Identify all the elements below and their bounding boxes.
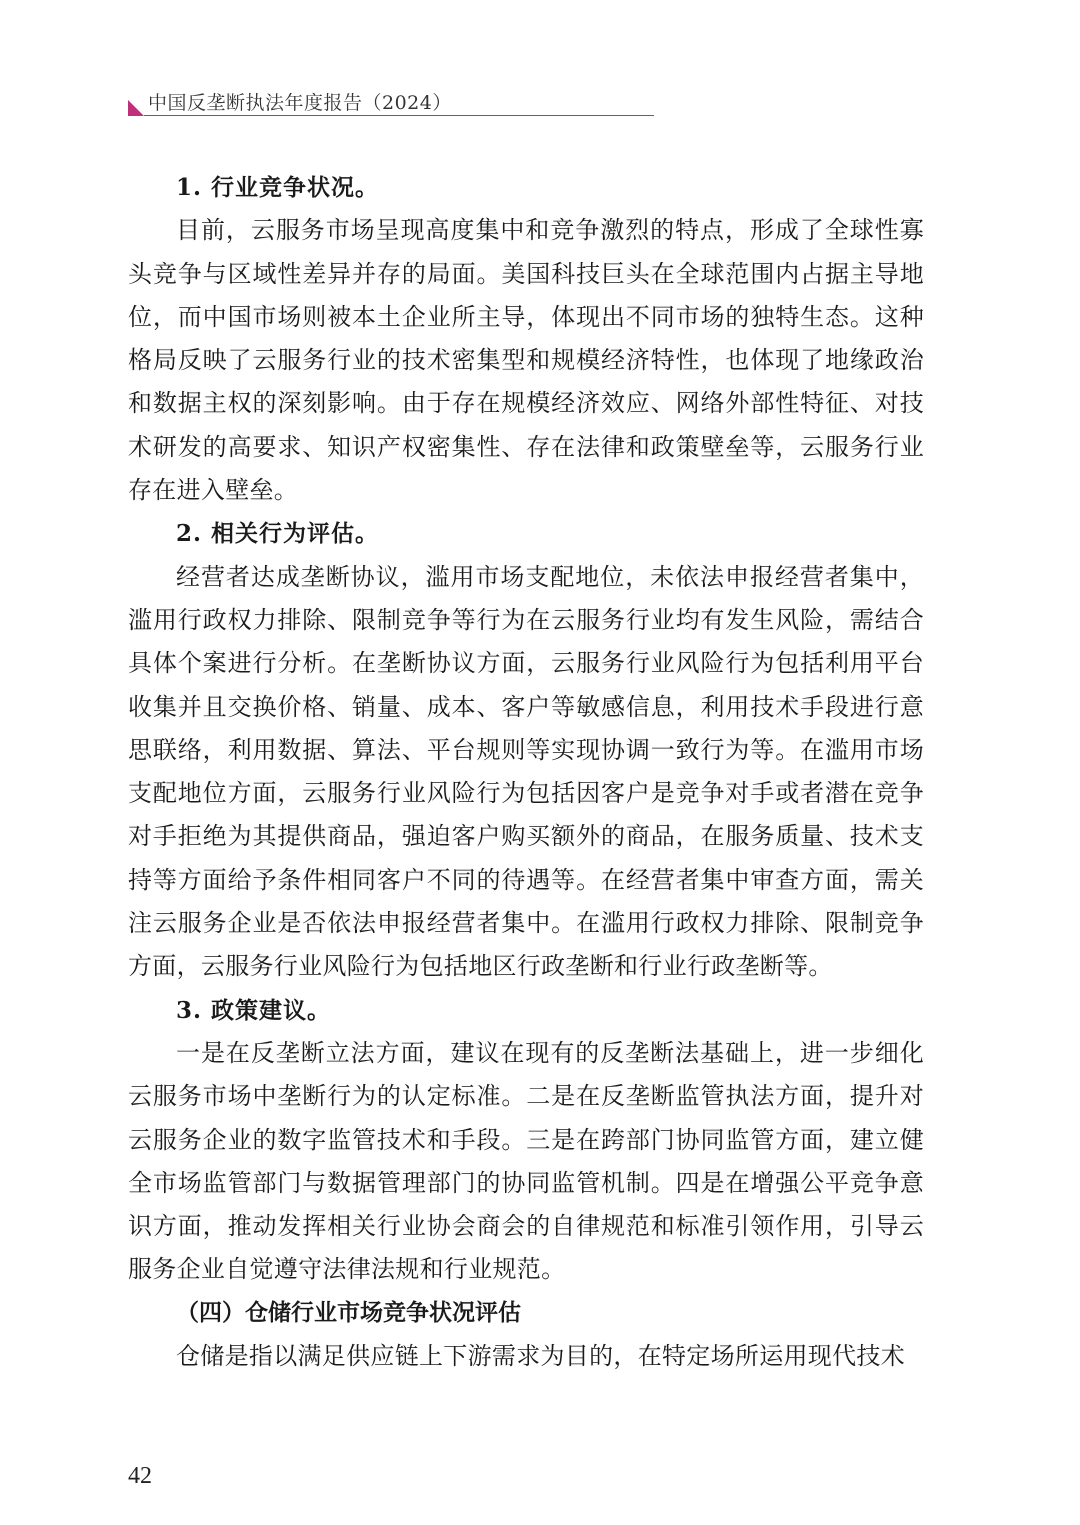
page-number: 42 (128, 1463, 152, 1489)
header-corner-mark (128, 100, 144, 116)
page-body (128, 166, 924, 1378)
paragraph-policy-recommendations: 一是在反垄断立法方面，建议在现有的反垄断法基础上，进一步细化云服务市场中垄断行为的认定标准。二是在反垄断监管执法方面，提升对云服务企业的数字监管技术和手段。三是在跨部门协同监管方面，建立健全市场监管部门与数据管理部门的协同监管机制。四是在增强公平竞争意识方面，推动发挥相关行业协会商会的自律规范和标准引领作用，引导云服务企业自觉遵守法律法规和行业规范。 (128, 1038, 924, 1284)
section-heading-warehousing: （四）仓储行业市场竞争状况评估 (176, 1299, 521, 1326)
paragraph-warehousing: 仓储是指以满足供应链上下游需求为目的，在特定场所运用现代技术 (176, 1342, 905, 1371)
running-header (128, 88, 654, 118)
paragraph-industry-competition: 目前，云服务市场呈现高度集中和竞争激烈的特点，形成了全球性寡头竞争与区域性差异并存的局面。美国科技巨头在全球范围内占据主导地位，而中国市场则被本土企业所主导，体现出不同市场的独特生态。这种格局反映了云服务行业的技术密集型和规模经济特性，也体现了地缘政治和数据主权的深刻影响。由于存在规模经济效应、网络外部性特征、对技术研发的高要求、知识产权密集性、存在法律和政策壁垒等，云服务行业存在进入壁垒。 (128, 216, 924, 505)
header-title: 中国反垄断执法年度报告（2024） (148, 92, 452, 114)
heading-industry-competition: 1. 行业竞争状况。 (176, 174, 380, 201)
paragraph-behavior-assessment: 经营者达成垄断协议，滥用市场支配地位，未依法申报经营者集中，滥用行政权力排除、限制竞争等行为在云服务行业均有发生风险，需结合具体个案进行分析。在垄断协议方面，云服务行业风险行为包括利用平台收集并且交换价格、销量、成本、客户等敏感信息，利用技术手段进行意思联络，利用数据、算法、平台规则等实现协调一致行为等。在滥用市场支配地位方面，云服务行业风险行为包括因客户是竞争对手或者潜在竞争对手拒绝为其提供商品，强迫客户购买额外的商品，在服务质量、技术支持等方面给予条件相同客户不同的待遇等。在经营者集中审查方面，需关注云服务企业是否依法申报经营者集中。在滥用行政权力排除、限制竞争方面，云服务行业风险行为包括地区行政垄断和行业行政垄断等。 (128, 562, 924, 981)
header-rule (144, 115, 654, 116)
heading-policy-recommendations: 3. 政策建议。 (176, 996, 332, 1024)
heading-behavior-assessment: 2. 相关行为评估。 (176, 520, 380, 548)
